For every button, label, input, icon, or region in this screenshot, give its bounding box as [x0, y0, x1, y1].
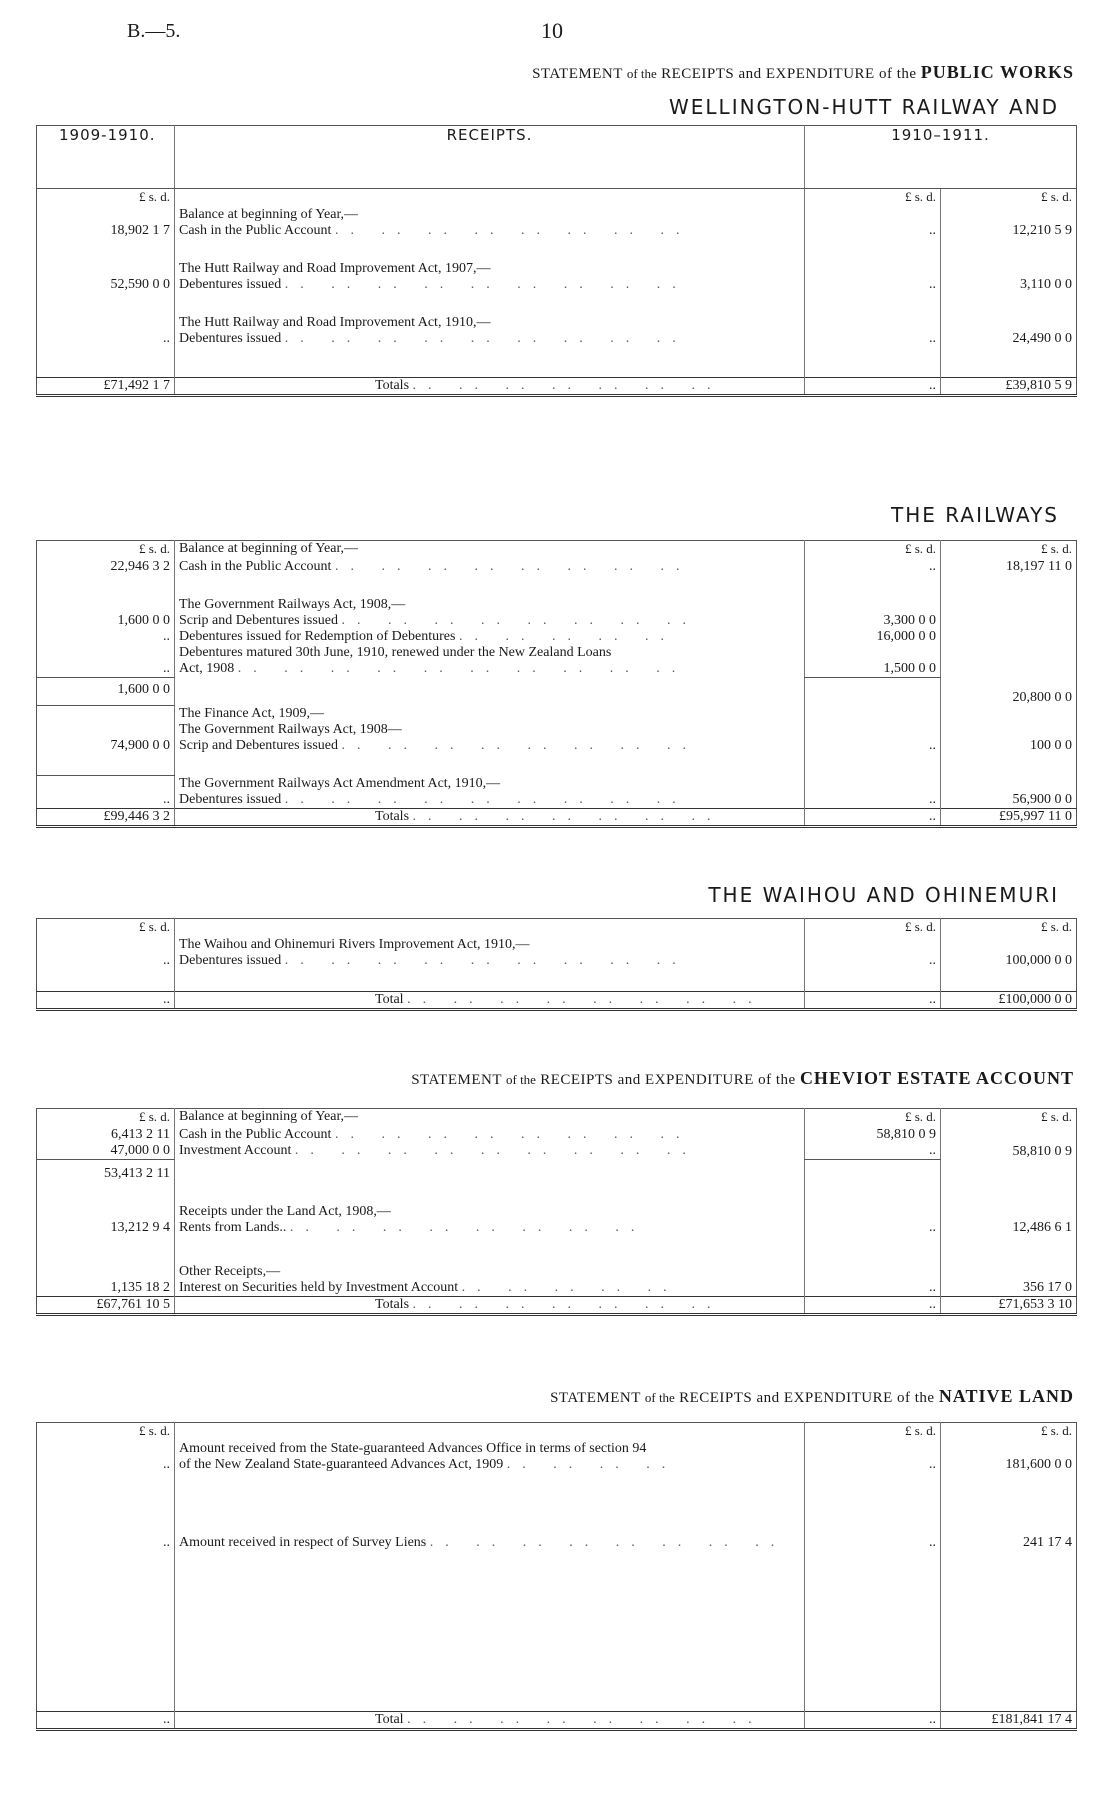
table-row: 13,212 9 4 Rents from Lands.. .. .. .. .. .. .. .. .. .. 12,486 6 1	[37, 1220, 1077, 1236]
table-row: 74,900 0 0 Scrip and Debentures issued .. .. .. .. .. .. .. .. .. 100 0 0	[37, 738, 1077, 754]
table-row: The Hutt Railway and Road Improvement Act, 1910,—	[37, 315, 1077, 331]
totals-row: .. Total .. .. .. .. .. .. .. .. .. £181,841 17 4	[37, 1712, 1077, 1730]
table-native-land: £ s. d. £ s. d. £ s. d. Amount received from the State-guaranteed Advances Office in terms of section 94 .. of the New Zealand State-guaranteed Advances Act, 1909 .. .. .. .. .. 181,600 0 0 .. Amount received in respect of Survey Liens .. .. .. .. .. .. .. .. .. 241 17 4 .. Total .. .. .. .. .. .. .. .. .. £181,841 17 4	[36, 1422, 1077, 1731]
header-year-1909: 1909-1910.	[37, 126, 175, 189]
table-row: .. Debentures issued for Redemption of Debentures .. .. .. .. .. 16,000 0 0	[37, 629, 1077, 645]
table-row: The Finance Act, 1909,—	[37, 706, 1077, 722]
table-row: The Waihou and Ohinemuri Rivers Improvement Act, 1910,—	[37, 937, 1077, 953]
subtotal-row: 1,600 0 0 20,800 0 0	[37, 678, 1077, 706]
page-reference: B.—5.	[127, 20, 181, 42]
table-row: .. Act, 1908 .. .. .. .. .. .. .. .. .. .. 1,500 0 0	[37, 661, 1077, 678]
table-wellington-hutt	[36, 125, 1077, 397]
totals-row: .. Total .. .. .. .. .. .. .. .. .. £100,000 0 0	[37, 992, 1077, 1010]
heading-the-railways: THE RAILWAYS	[891, 503, 1059, 527]
table-row: .. Debentures issued .. .. .. .. .. .. .. .. .. .. 24,490 0 0	[37, 331, 1077, 347]
table-row: .. of the New Zealand State-guaranteed Advances Act, 1909 .. .. .. .. .. 181,600 0 0	[37, 1457, 1077, 1473]
table-railways: £ s. d. Balance at beginning of Year,— £ s. d. £ s. d. 22,946 3 2 Cash in the Public Account .. .. .. .. .. .. .. .. .. 18,197 11 0 The Government Railways Act, 1908,— 1,600 0 0 Scrip and Debentures issued .. .. .. .. .. .. .. .. 3,300 0 0 .. Debentures issued for Redemption of Debentures .. .. .. .. .. 16,000 0 0 Debentures matured 30th June, 1910, renewed under the New Zealand Loans .. Act, 1908 .. .. .. .. .. .. .. .. .. .. 1,500 0 0 1,600 0 0 20,800 0 0 The Finance Act, 1909,— The Government Railways Act, 1908— 74,900 0 0 Scrip and Debentures issued .. .. .. .. .. .. .. .. .. 100 0 0 The Government Railways Act Amendment Act, 1910,— .. Debentures issued .. .. .. .. .. .. .. .. .. .. 56,900 0 0 £99,446 3 2 Totals .. .. .. .. .. .. .. .. £95,997 11 0	[36, 540, 1077, 828]
table-row: 22,946 3 2 Cash in the Public Account .. .. .. .. .. .. .. .. .. 18,197 11 0	[37, 559, 1077, 575]
table-row: Other Receipts,—	[37, 1264, 1077, 1280]
statement-title-public-works: STATEMENT of the RECEIPTS and EXPENDITURE of the PUBLIC WORKS	[532, 62, 1074, 82]
heading-wellington-hutt: WELLINGTON-HUTT RAILWAY AND	[669, 95, 1059, 119]
table-row: .. Amount received in respect of Survey Liens .. .. .. .. .. .. .. .. .. 241 17 4	[37, 1535, 1077, 1551]
currency-left: £ s. d.	[138, 189, 170, 204]
table-row: Receipts under the Land Act, 1908,—	[37, 1204, 1077, 1220]
heading-waihou-ohinemuri: THE WAIHOU AND OHINEMURI	[708, 883, 1059, 907]
table-row: The Government Railways Act, 1908,—	[37, 597, 1077, 613]
header-receipts: RECEIPTS.	[175, 126, 805, 189]
currency-mid: £ s. d.	[805, 189, 941, 208]
table-row: The Government Railways Act, 1908—	[37, 722, 1077, 738]
table-row: .. Debentures issued .. .. .. .. .. .. .. .. .. .. 56,900 0 0	[37, 792, 1077, 809]
table-row: 1,135 18 2 Interest on Securities held by Investment Account .. .. .. .. .. .. 356 17 0	[37, 1280, 1077, 1297]
table-row: Debentures matured 30th June, 1910, renewed under the New Zealand Loans	[37, 645, 1077, 661]
page-number: 10	[541, 18, 563, 43]
header-year-1910: 1910–1911.	[805, 126, 1077, 189]
table-row: The Hutt Railway and Road Improvement Act, 1907,—	[37, 261, 1077, 277]
totals-row: £67,761 10 5 Totals .. .. .. .. .. .. .. .. £71,653 3 10	[37, 1297, 1077, 1315]
table-row: .. Debentures issued .. .. .. .. .. .. .. .. .. .. 100,000 0 0	[37, 953, 1077, 969]
table-waihou: £ s. d. £ s. d. £ s. d. The Waihou and Ohinemuri Rivers Improvement Act, 1910,— .. Debentures issued .. .. .. .. .. .. .. .. .. .. 100,000 0 0 .. Total .. .. .. .. .. .. .. .. .. £100,000 0 0	[36, 918, 1077, 1011]
table-row: 52,590 0 0 Debentures issued .. .. .. .. .. .. .. .. .. .. 3,110 0 0	[37, 277, 1077, 293]
statement-title-cheviot: STATEMENT of the RECEIPTS and EXPENDITURE of the CHEVIOT ESTATE ACCOUNT	[411, 1068, 1074, 1088]
table-row: The Government Railways Act Amendment Act, 1910,—	[37, 776, 1077, 792]
table-row: 47,000 0 0 Investment Account .. .. .. .. .. .. .. .. .. .. 58,810 0 9	[37, 1143, 1077, 1160]
table-cheviot: £ s. d. Balance at beginning of Year,— £ s. d. £ s. d. 6,413 2 11 Cash in the Public Account .. .. .. .. .. .. .. .. 58,810 0 9 47,000 0 0 Investment Account .. .. .. .. .. .. .. .. .. .. 58,810 0 9 53,413 2 11 Receipts under the Land Act, 1908,— 13,212 9 4 Rents from Lands.. .. .. .. .. .. .. .. .. .. 12,486 6 1 Other Receipts,— 1,135 18 2 Interest on Securities held by Investment Account .. .. .. .. .. .. 356 17 0 £67,761 10 5 Totals .. .. .. .. .. .. .. .. £71,653 3 10	[36, 1108, 1077, 1316]
table-row: 6,413 2 11 Cash in the Public Account .. .. .. .. .. .. .. .. 58,810 0 9	[37, 1127, 1077, 1143]
currency-right: £ s. d.	[941, 189, 1077, 208]
totals-row: £99,446 3 2 Totals .. .. .. .. .. .. .. .. £95,997 11 0	[37, 808, 1077, 826]
totals-row: £71,492 1 7 Totals .. .. .. .. .. .. .. .. £39,810 5 9	[37, 378, 1077, 396]
table-row: 18,902 1 7 Cash in the Public Account .. .. .. .. .. .. .. .. .. 12,210 5 9	[37, 223, 1077, 239]
subtotal-row: 53,413 2 11	[37, 1160, 1077, 1183]
table-row: Balance at beginning of Year,—	[37, 207, 1077, 223]
table-row: Amount received from the State-guaranteed Advances Office in terms of section 94	[37, 1441, 1077, 1457]
statement-title-native-land: STATEMENT of the RECEIPTS and EXPENDITURE of the NATIVE LAND	[550, 1386, 1074, 1406]
table-row: 1,600 0 0 Scrip and Debentures issued .. .. .. .. .. .. .. .. 3,300 0 0	[37, 613, 1077, 629]
